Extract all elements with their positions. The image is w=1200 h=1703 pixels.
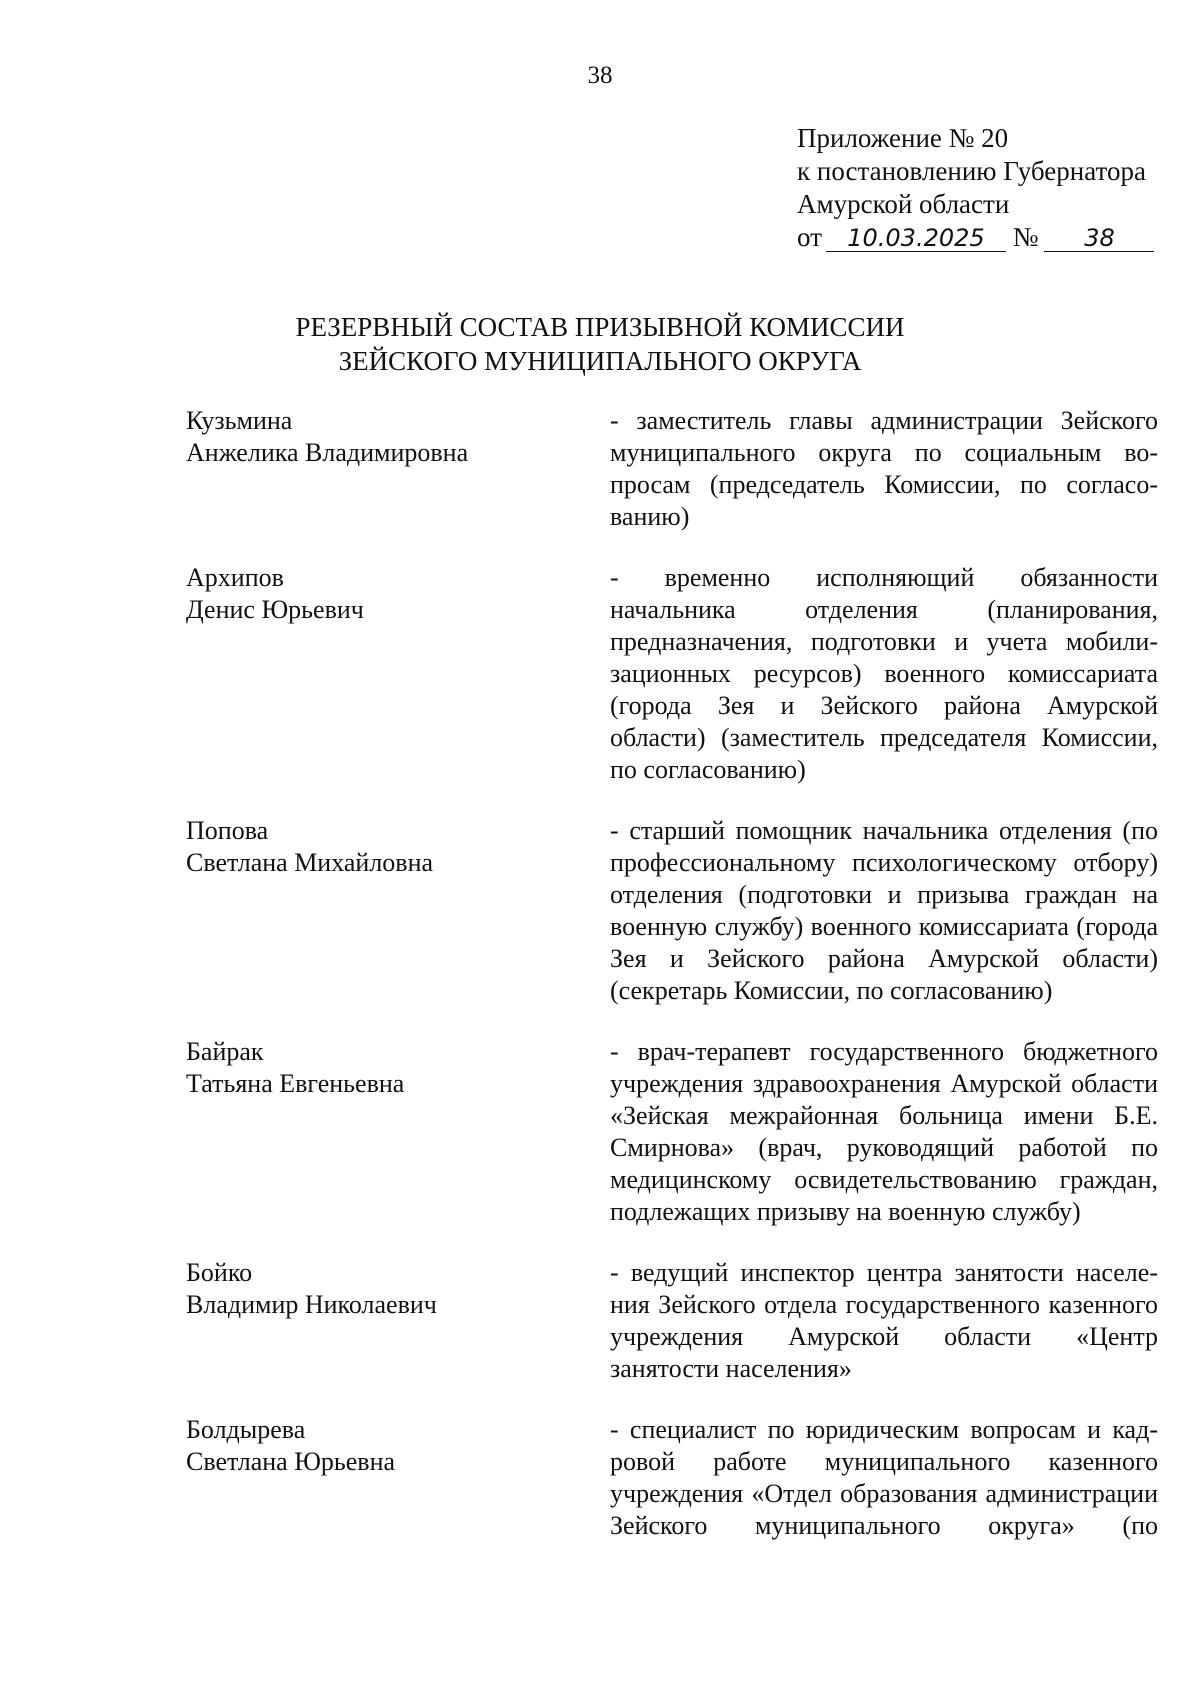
member-surname: Попова (186, 816, 269, 845)
member-entry (186, 405, 1158, 533)
member-given-name: Денис Юрьевич (186, 595, 364, 624)
member-list (186, 405, 1158, 1571)
appendix-resolution: к постановлению Губернатора (797, 156, 1146, 186)
member-given-name: Светлана Михайловна (186, 848, 434, 877)
member-entry (186, 1414, 1158, 1542)
member-role: - специалист по юридическим вопросам и кадровой работе муниципального казенного учреждения «Отдел образования администрации Зейского муниципального округа» (по (610, 1415, 1158, 1540)
date-prefix: от (797, 222, 822, 252)
member-given-name: Светлана Юрьевна (186, 1447, 396, 1476)
member-entry (186, 1036, 1158, 1228)
member-entry (186, 562, 1158, 786)
member-role: - ведущий инспектор центра занятости населения Зейского отдела государственного казенного учреждения Амурской области «Центр занятости населения» (610, 1258, 1158, 1383)
member-name (186, 1257, 610, 1385)
page-number: 38 (587, 62, 613, 89)
member-given-name: Татьяна Евгеньевна (186, 1069, 405, 1098)
member-surname: Болдырева (186, 1415, 306, 1444)
appendix-date-line (797, 221, 1154, 254)
member-name (186, 405, 610, 533)
member-name (186, 1414, 610, 1542)
member-role: - старший помощник начальника отделения (по профессиональному психологическому отбору) отделения (подготовки и призыва граждан на военную службу) военного комиссариата (города Зея и Зейского района Амурской области) (секретарь Комиссии, по согласованию) (610, 816, 1158, 1005)
handwritten-number: 38 (1044, 225, 1154, 252)
appendix-title: Приложение № 20 (797, 123, 1009, 153)
appendix-region: Амурской области (797, 189, 1010, 219)
member-surname: Кузьмина (186, 406, 293, 435)
member-given-name: Владимир Николаевич (186, 1290, 437, 1319)
member-entry (186, 815, 1158, 1007)
title-line-1: РЕЗЕРВНЫЙ СОСТАВ ПРИЗЫВНОЙ КОМИССИИ (295, 312, 905, 342)
member-given-name: Анжелика Владимировна (186, 438, 469, 467)
title-line-2: ЗЕЙСКОГО МУНИЦИПАЛЬНОГО ОКРУГА (338, 346, 862, 376)
member-surname: Архипов (186, 563, 284, 592)
member-role: - врач-терапевт государственного бюджетного учреждения здравоохранения Амурской области «Зейская межрайонная больница имени Б.Е. Смирнова» (врач, руководящий работой по медицинскому освидетельствованию граждан, подлежащих призыву на военную службу) (610, 1037, 1158, 1226)
member-surname: Бойко (186, 1258, 253, 1287)
member-name (186, 815, 610, 1007)
document-title (0, 310, 1200, 378)
member-name (186, 1036, 610, 1228)
member-surname: Байрак (186, 1037, 264, 1066)
member-entry (186, 1257, 1158, 1385)
appendix-block (797, 122, 1154, 254)
member-role: - временно исполняющий обязанности начальника отделения (планирования, предназначения, подготовки и учета мобилизационных ресурсов) военного комиссариата (города Зея и Зейского района Амурской области) (заместитель председателя Комиссии, по согласованию) (610, 563, 1158, 784)
member-name (186, 562, 610, 786)
handwritten-date: 10.03.2025 (826, 225, 1006, 252)
member-role: - заместитель главы администрации Зейского муниципального округа по социальным вопросам (председатель Комиссии, по согласованию) (610, 406, 1158, 531)
number-prefix: № (1012, 222, 1039, 252)
